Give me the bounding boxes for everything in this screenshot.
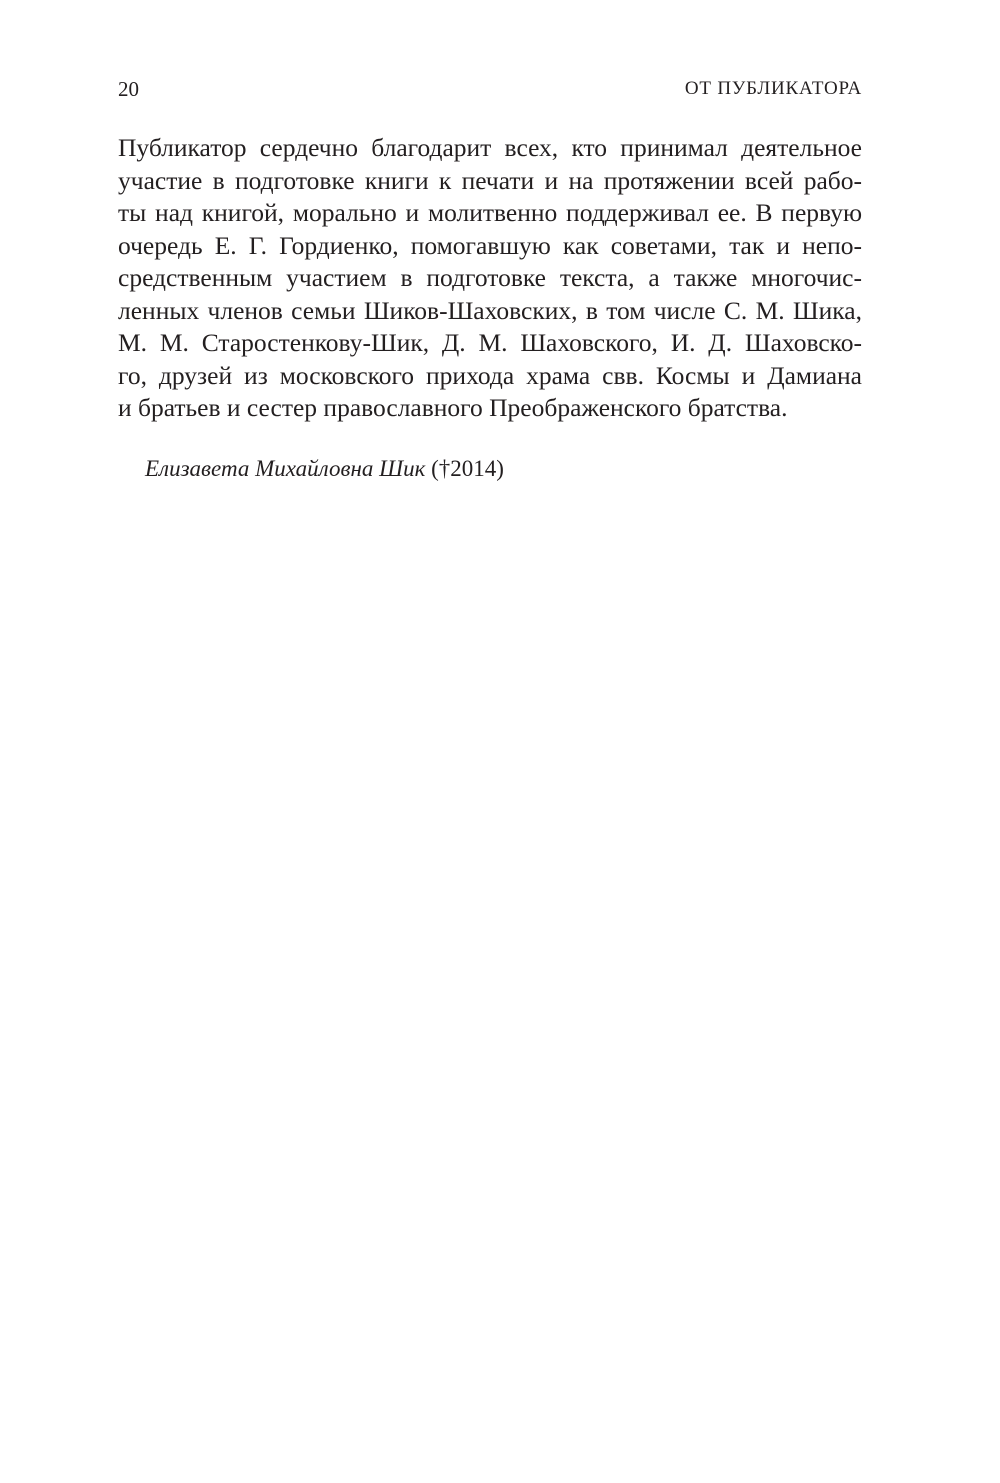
paragraph-line: очередь Е. Г. Гордиенко, помогавшую как советами, так и непо- bbox=[118, 230, 862, 260]
paragraph-line: М. М. Старостенкову-Шик, Д. М. Шаховского, И. Д. Шаховско- bbox=[118, 328, 862, 357]
paragraph-line: ленных членов семьи Шиков-Шаховских, в том числе С. М. Шика, bbox=[118, 295, 862, 325]
paragraph-line: участие в подготовке книги к печати и на протяжении всей рабо- bbox=[118, 165, 862, 195]
paragraph-line: ты над книгой, морально и молитвенно поддерживал ее. В первую bbox=[118, 198, 862, 227]
running-head bbox=[118, 74, 862, 104]
page-number: 20 bbox=[118, 77, 139, 101]
paragraph-line: средственным участием в подготовке текста, а также многочис- bbox=[118, 263, 862, 292]
acknowledgement-paragraph bbox=[118, 132, 862, 425]
paragraph-line: го, друзей из московского прихода храма свв. Космы и Дамиана bbox=[118, 360, 862, 390]
signature bbox=[145, 453, 504, 485]
paragraph-line: Публикатор сердечно благодарит всех, кто принимал деятельное bbox=[118, 133, 862, 162]
running-title: ОТ ПУБЛИКАТОРА bbox=[684, 78, 862, 99]
signature-note: (†2014) bbox=[431, 456, 504, 481]
signature-name: Елизавета Михайловна Шик bbox=[145, 456, 426, 481]
paragraph-line: и братьев и сестер православного Преображенского братства. bbox=[118, 393, 788, 422]
